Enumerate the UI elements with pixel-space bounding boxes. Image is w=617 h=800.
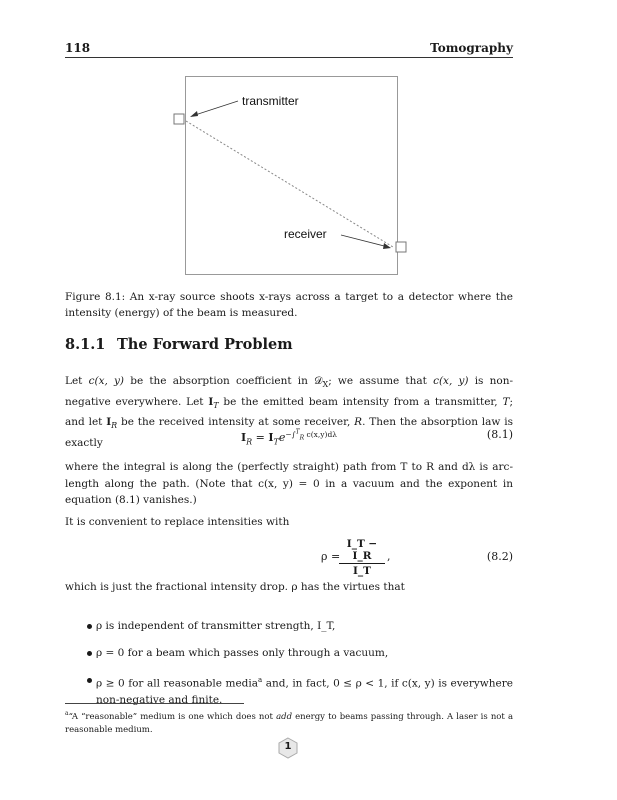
equation-8-1-tag: (8.1) xyxy=(486,428,513,441)
equation-8-2-lhs: ρ = xyxy=(321,550,341,563)
paragraph-1: Let c(x, y) be the absorption coefficient in 𝒟$_X$; we assume that c(x, y) is non-negative everywhere. Let $I_T$ be the emitted beam intensity from a transmitter, T; and let $I_R$ be the received intensity at some receiver, R. Then the absorption law is exactly xyxy=(65,375,514,449)
figure-caption: Figure 8.1: An x-ray source shoots x-rays across a target to a detector where the intensity (energy) of the beam is measured. xyxy=(65,291,513,319)
equation-8-2-numerator: I_T − I_R xyxy=(346,538,378,562)
transmitter-box xyxy=(174,114,184,124)
section-title: The Forward Problem xyxy=(117,336,293,353)
equation-8-1-body: $I_R = I_Te^{-\int^T_R c(x,y)d\lambda}$ xyxy=(240,428,337,447)
equation-8-2-fraction xyxy=(339,538,385,577)
page-badge-number: 1 xyxy=(284,741,292,752)
receiver-arrowhead xyxy=(383,243,391,249)
footnote: $^a$“A “reasonable” medium is one which does not add energy to beams passing through. A laser is not a reasonable medium. xyxy=(65,710,514,735)
equation-8-2-denominator: I_T xyxy=(353,565,371,577)
bullet-icon xyxy=(87,624,92,629)
receiver-label: receiver xyxy=(284,227,327,241)
footnote-marker: a xyxy=(258,676,263,684)
paragraph-4: which is just the fractional intensity drop. ρ has the virtues that xyxy=(65,581,405,593)
transmitter-arrowhead xyxy=(190,111,198,117)
equation-8-2 xyxy=(65,538,513,577)
bullet-icon xyxy=(87,678,92,683)
equation-8-2-tag: (8.2) xyxy=(486,550,513,563)
receiver-box xyxy=(396,242,406,252)
header-page-number: 118 xyxy=(65,41,91,55)
footnote-rule xyxy=(65,703,244,704)
section-number: 8.1.1 xyxy=(65,336,106,353)
page-badge xyxy=(277,737,299,759)
paragraph-3: It is convenient to replace intensities with xyxy=(65,516,290,528)
receiver-arrow xyxy=(341,235,388,247)
list-item: ρ is independent of transmitter strength, I_T, xyxy=(65,618,513,634)
transmitter-label: transmitter xyxy=(242,94,299,108)
equation-8-2-comma: , xyxy=(387,550,391,563)
equation-8-1 xyxy=(65,428,513,450)
paragraph-2: where the integral is along the (perfectly straight) path from T to R and dλ is arc-length along the path. (Note that c(x, y) = 0 in a vacuum and the exponent in equation (8.1) vanishes.) xyxy=(65,461,513,506)
transmitter-arrow xyxy=(192,101,238,116)
list-item: ρ ≥ 0 for all reasonable media$^a$ and, in fact, 0 ≤ ρ < 1, if c(x, y) is everywhere non-negative and finite. xyxy=(65,672,513,708)
header-chapter-title: Tomography xyxy=(430,41,513,55)
section-heading xyxy=(65,336,513,353)
list-item: ρ = 0 for a beam which passes only through a vacuum, xyxy=(65,645,513,661)
bullet-icon xyxy=(87,651,92,656)
running-head xyxy=(65,41,513,58)
